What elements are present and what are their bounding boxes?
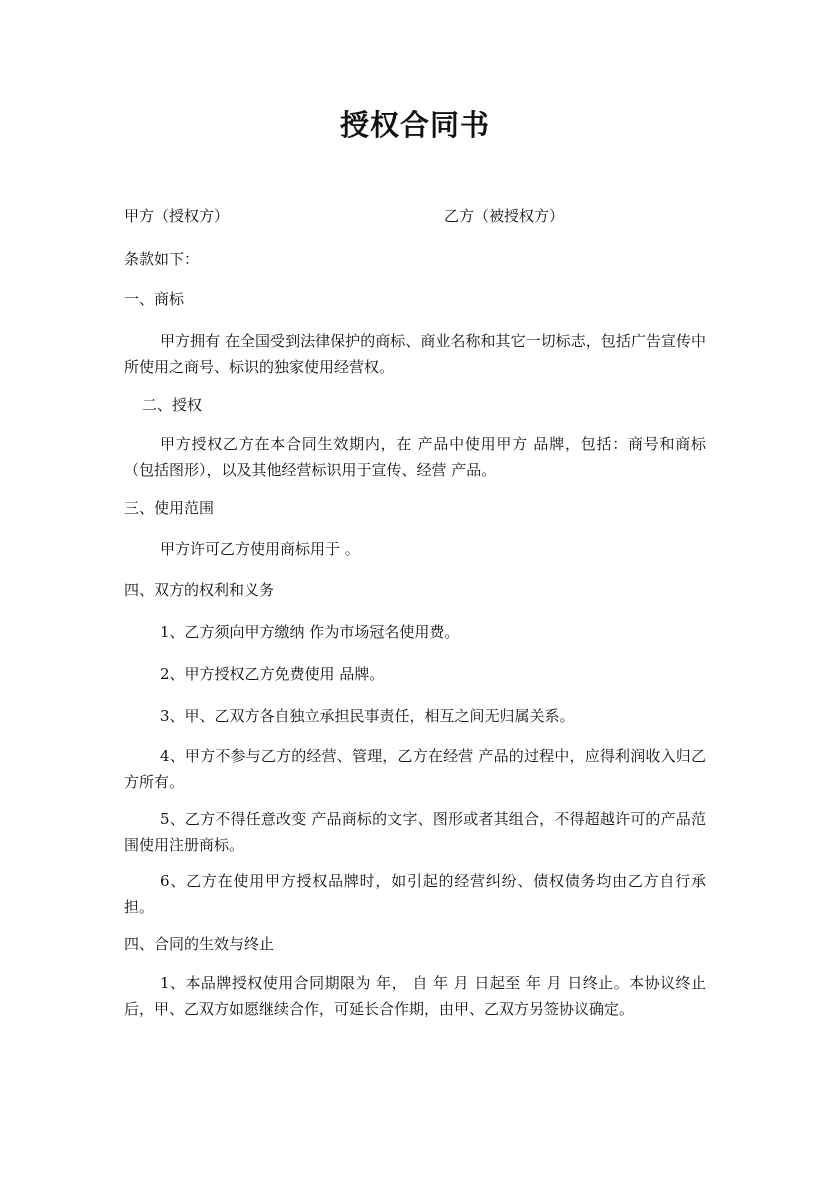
- section-heading-authorization: 二、授权: [142, 396, 203, 414]
- rights-item-3: 3、甲、乙双方各自独立承担民事责任，相互之间无归属关系。: [160, 707, 575, 725]
- terms-intro: 条款如下：: [124, 250, 200, 268]
- party-b-label: 乙方（被授权方）: [444, 207, 565, 225]
- section-heading-scope: 三、使用范围: [124, 499, 215, 517]
- party-a-label: 甲方（授权方）: [124, 207, 230, 225]
- watermark: [303, 1010, 467, 1178]
- section-text-trademark: 甲方拥有 在全国受到法律保护的商标、商业名称和其它一切标志，包括广告宣传中所使用之商号、标识的独家使用经营权。: [124, 332, 706, 376]
- rights-item-5: 5、乙方不得任意改变 产品商标的文字、图形或者其组合，不得超越许可的产品范围使用注册商标。: [124, 810, 706, 854]
- section-heading-effect: 四、合同的生效与终止: [124, 935, 275, 953]
- document-title: 授权合同书: [339, 108, 490, 142]
- section-text-authorization: 甲方授权乙方在本合同生效期内，在 产品中使用甲方 品牌，包括：商号和商标（包括图形），以及其他经营标识用于宣传、经营 产品。: [124, 435, 706, 479]
- rights-item-6: 6、乙方在使用甲方授权品牌时，如引起的经营纠纷、债权债务均由乙方自行承担。: [124, 872, 706, 916]
- section-text-scope: 甲方许可乙方使用商标用于 。: [160, 540, 360, 558]
- effect-item-1: 1、本品牌授权使用合同期限为 年， 自 年 月 日起至 年 月 日终止。本协议终止后，甲、乙双方如愿继续合作，可延长合作期，由甲、乙双方另签协议确定。: [124, 974, 706, 1018]
- section-heading-trademark: 一、商标: [124, 290, 185, 308]
- rights-item-1: 1、乙方须向甲方缴纳 作为市场冠名使用费。: [160, 623, 460, 641]
- rights-item-2: 2、甲方授权乙方免费使用 品牌。: [160, 665, 385, 683]
- section-heading-rights: 四、双方的权利和义务: [124, 581, 275, 599]
- rights-item-4: 4、甲方不参与乙方的经营、管理，乙方在经营 产品的过程中，应得利润收入归乙方所有。: [124, 747, 706, 791]
